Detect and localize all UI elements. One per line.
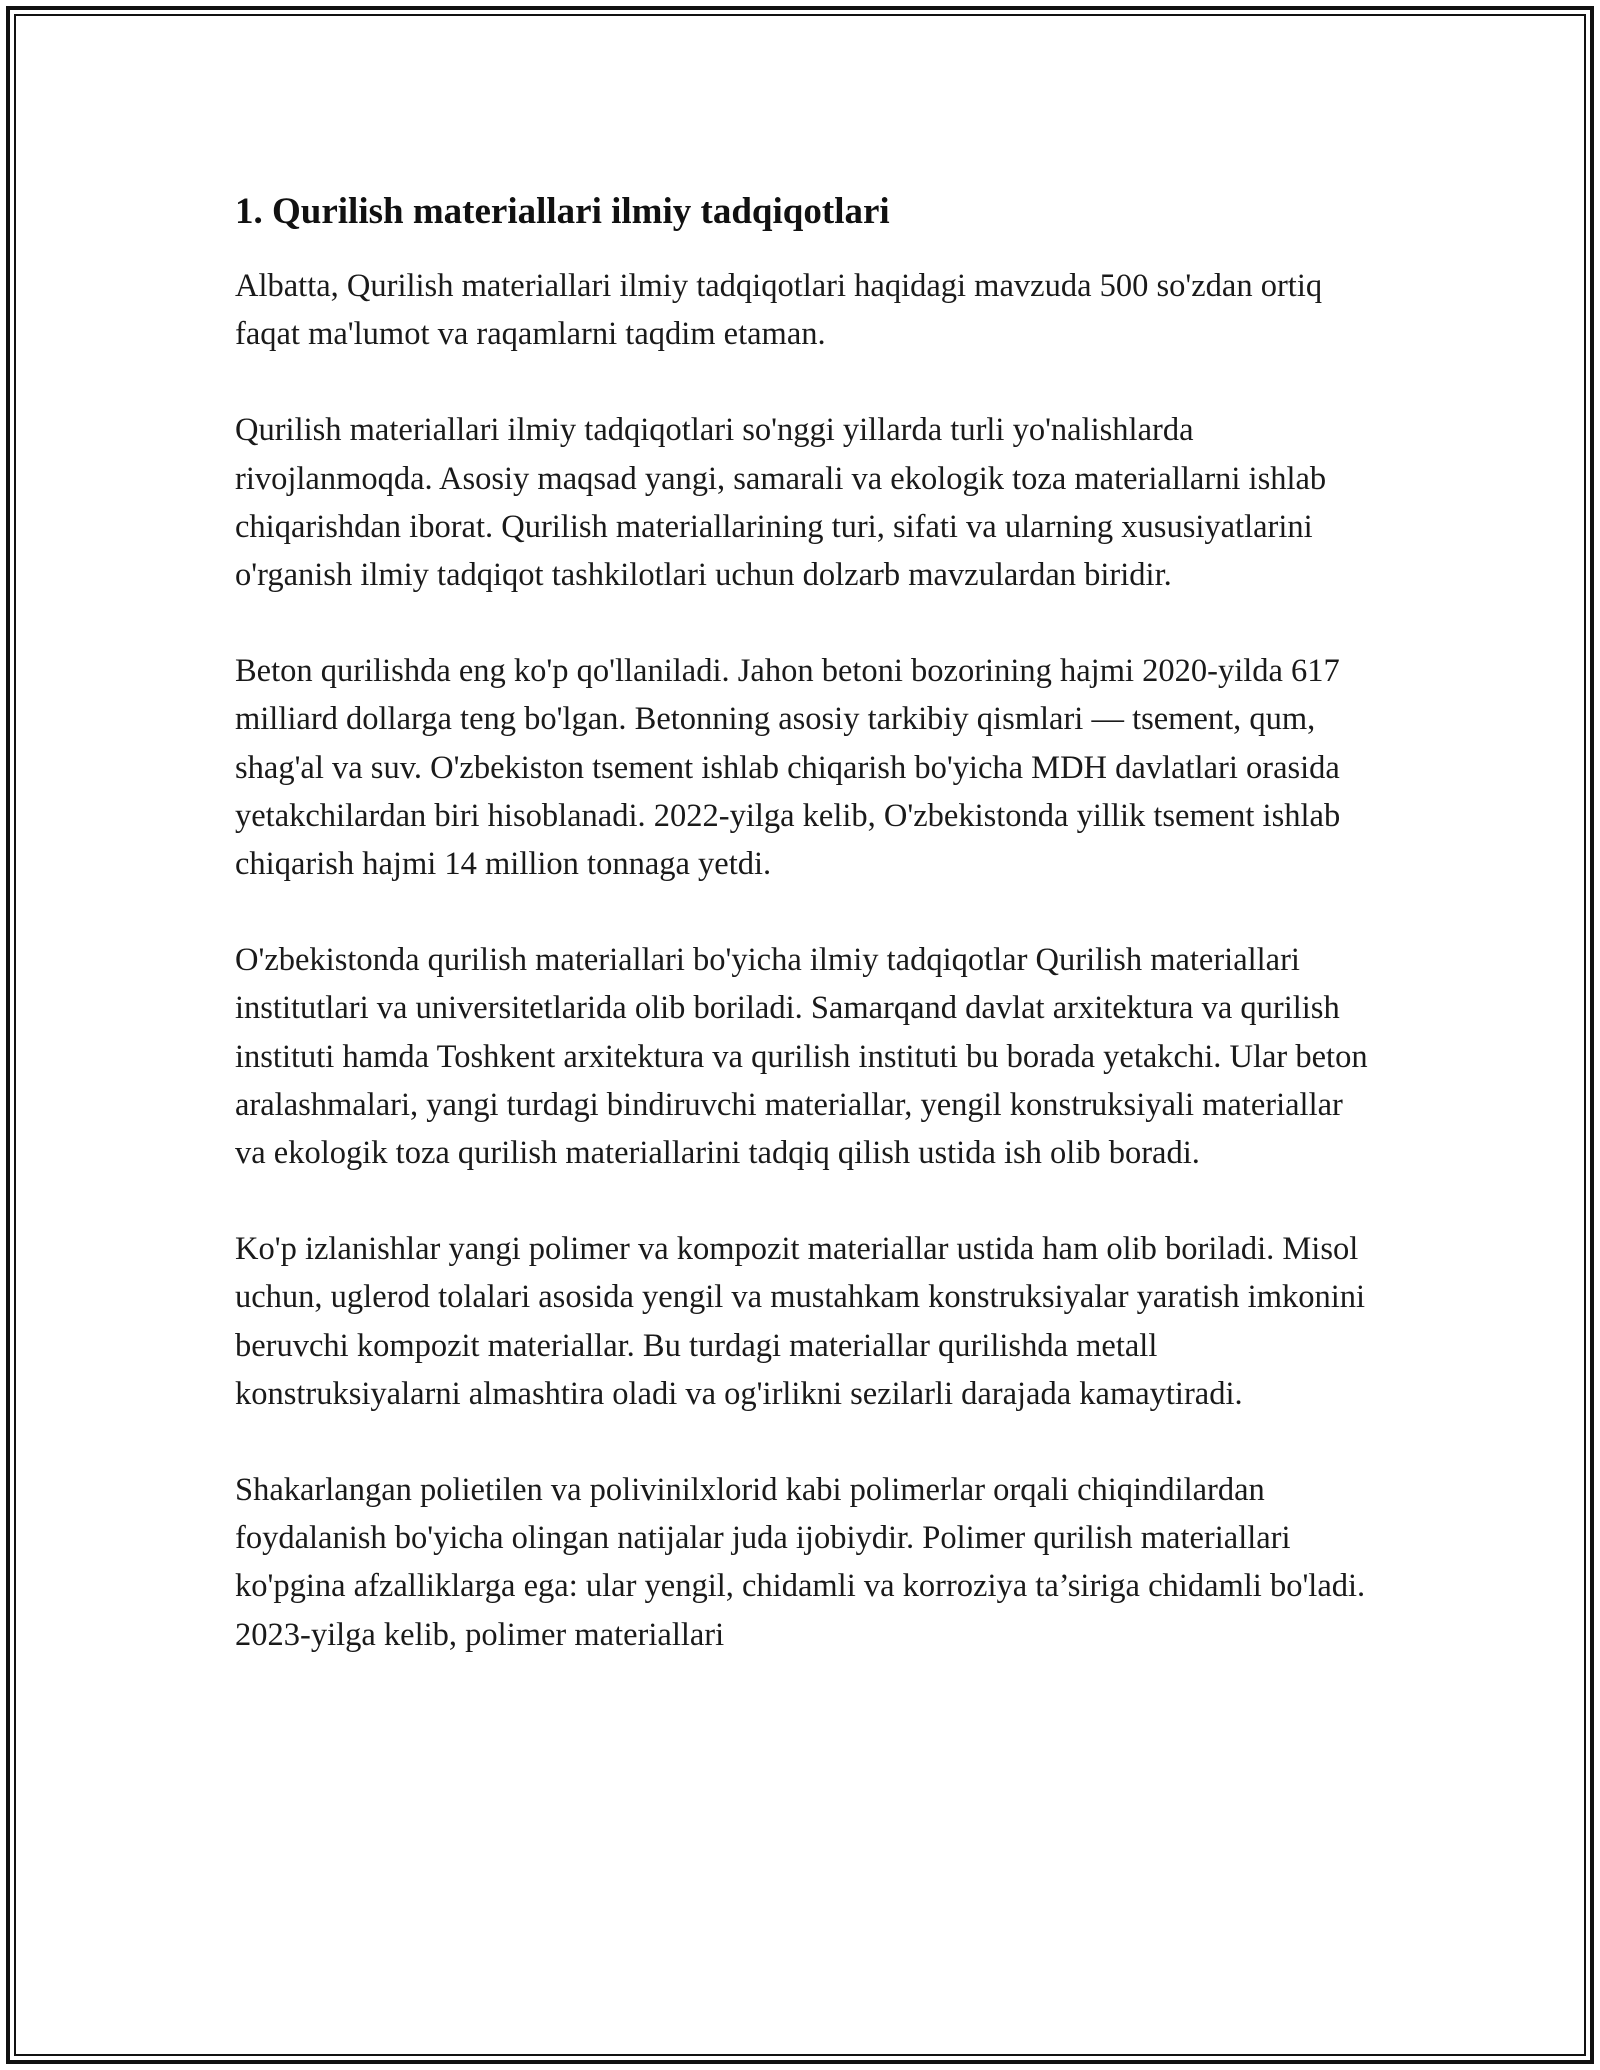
paragraph-concrete: Beton qurilishda eng ko'p qo'llaniladi. Jahon betoni bozorining hajmi 2020-yilda 617 milliard dollarga teng bo'lgan. Betonning asosiy tarkibiy qismlari — tsement, qum, shag'al va suv. O'zbekiston tsement ishlab chiqarish bo'yicha MDH davlatlari orasida yetakchilardan biri hisoblanadi. 2022-yilga kelib, O'zbekistonda yillik tsement ishlab chiqarish hajmi 14 million tonnaga yetdi. xyxy=(235,653,1341,883)
section-heading: 1. Qurilish materiallari ilmiy tadqiqotlari xyxy=(235,191,890,232)
paragraph-composites: Ko'p izlanishlar yangi polimer va kompozit materiallar ustida ham olib boriladi. Misol uchun, uglerod tolalari asosida yengil va mustahkam konstruksiyalar yaratish imkonini beruvchi kompozit materiallar. Bu turdagi materiallar qurilishda metall konstruksiyalarni almashtira oladi va og'irlikni sezilarli darajada kamaytiradi. xyxy=(235,1231,1366,1412)
paragraph-intro: Albatta, Qurilish materiallari ilmiy tadqiqotlari haqidagi mavzuda 500 so'zdan ortiq faqat ma'lumot va raqamlarni taqdim etaman. xyxy=(235,268,1323,353)
paragraph-polymers: Shakarlangan polietilen va polivinilxlorid kabi polimerlar orqali chiqindilardan foydalanish bo'yicha olingan natijalar juda ijobiydir. Polimer qurilish materiallari ko'pgina afzalliklarga ega: ular yengil, chidamli va korroziya ta’siriga chidamli bo'ladi. 2023-yilga kelib, polimer materiallari xyxy=(235,1472,1366,1653)
document-body xyxy=(235,188,1370,1707)
paragraph-research-overview: Qurilish materiallari ilmiy tadqiqotlari so'nggi yillarda turli yo'nalishlarda rivojlanmoqda. Asosiy maqsad yangi, samarali va ekologik toza materiallarni ishlab chiqarishdan iborat. Qurilish materiallarining turi, sifati va ularning xususiyatlarini o'rganish ilmiy tadqiqot tashkilotlari uchun dolzarb mavzulardan biridir. xyxy=(235,412,1327,594)
paragraph-uzbekistan-institutes: O'zbekistonda qurilish materiallari bo'yicha ilmiy tadqiqotlar Qurilish materiallari institutlari va universitetlarida olib boriladi. Samarqand davlat arxitektura va qurilish instituti hamda Toshkent arxitektura va qurilish instituti bu borada yetakchi. Ular beton aralashmalari, yangi turdagi bindiruvchi materiallar, yengil konstruksiyali materiallar va ekologik toza qurilish materiallarini tadqiq qilish ustida ish olib boradi. xyxy=(235,942,1368,1172)
